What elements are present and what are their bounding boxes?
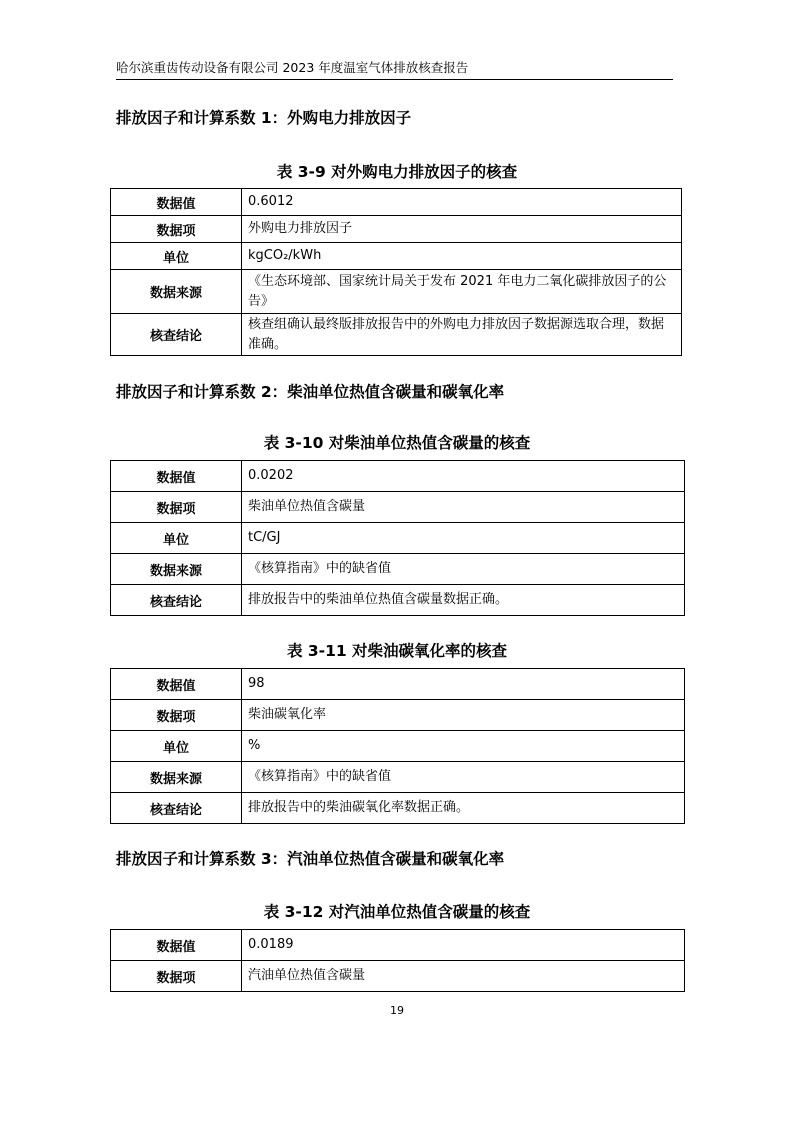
row-value: 排放报告中的柴油单位热值含碳量数据正确。 xyxy=(242,585,685,616)
table-row xyxy=(111,669,685,700)
page-number: 19 xyxy=(390,1004,404,1017)
table-row xyxy=(111,700,685,731)
row-key: 单位 xyxy=(111,523,242,554)
table-caption-3-12: 表 3-12 对汽油单位热值含碳量的核查 xyxy=(263,903,531,921)
row-value: 排放报告中的柴油碳氧化率数据正确。 xyxy=(242,793,685,824)
section-title-1: 排放因子和计算系数 1：外购电力排放因子 xyxy=(116,109,412,127)
row-value: 0.0202 xyxy=(242,461,685,492)
row-value: 0.0189 xyxy=(242,930,685,961)
row-value: 核查组确认最终版排放报告中的外购电力排放因子数据源选取合理，数据准确。 xyxy=(242,314,682,356)
row-value: 汽油单位热值含碳量 xyxy=(242,961,685,992)
table-row xyxy=(111,189,682,216)
table-caption-3-11: 表 3-11 对柴油碳氧化率的核查 xyxy=(286,642,508,660)
row-key: 数据来源 xyxy=(111,270,242,314)
table-row xyxy=(111,314,682,356)
table-row xyxy=(111,554,685,585)
row-key: 数据项 xyxy=(111,961,242,992)
table-row xyxy=(111,461,685,492)
row-value: 《核算指南》中的缺省值 xyxy=(242,762,685,793)
table-caption-3-10: 表 3-10 对柴油单位热值含碳量的核查 xyxy=(263,434,531,452)
row-key: 数据项 xyxy=(111,492,242,523)
row-key: 数据项 xyxy=(111,216,242,243)
table-row xyxy=(111,492,685,523)
row-key: 数据值 xyxy=(111,461,242,492)
table-row xyxy=(111,793,685,824)
row-value: 柴油碳氧化率 xyxy=(242,700,685,731)
row-value: tC/GJ xyxy=(242,523,685,554)
row-key: 数据项 xyxy=(111,700,242,731)
row-key: 数据值 xyxy=(111,189,242,216)
table-3-11 xyxy=(110,668,685,824)
table-row xyxy=(111,961,685,992)
section-title-2: 排放因子和计算系数 2：柴油单位热值含碳量和碳氧化率 xyxy=(116,383,505,401)
row-key: 核查结论 xyxy=(111,793,242,824)
row-value: 《核算指南》中的缺省值 xyxy=(242,554,685,585)
row-value: kgCO₂/kWh xyxy=(242,243,682,270)
row-key: 数据来源 xyxy=(111,554,242,585)
table-row xyxy=(111,930,685,961)
row-key: 核查结论 xyxy=(111,585,242,616)
table-row xyxy=(111,731,685,762)
row-key: 单位 xyxy=(111,731,242,762)
table-row xyxy=(111,585,685,616)
row-key: 单位 xyxy=(111,243,242,270)
table-row xyxy=(111,523,685,554)
row-value: 外购电力排放因子 xyxy=(242,216,682,243)
row-value: 《生态环境部、国家统计局关于发布 2021 年电力二氧化碳排放因子的公告》 xyxy=(242,270,682,314)
row-value: 0.6012 xyxy=(242,189,682,216)
row-value: 98 xyxy=(242,669,685,700)
row-value: 柴油单位热值含碳量 xyxy=(242,492,685,523)
table-caption-3-9: 表 3-9 对外购电力排放因子的核查 xyxy=(276,163,518,181)
table-row xyxy=(111,762,685,793)
row-key: 数据值 xyxy=(111,930,242,961)
table-3-10 xyxy=(110,460,685,616)
row-key: 数据值 xyxy=(111,669,242,700)
table-row xyxy=(111,216,682,243)
section-title-3: 排放因子和计算系数 3：汽油单位热值含碳量和碳氧化率 xyxy=(116,850,505,868)
page-header: 哈尔滨重齿传动设备有限公司 2023 年度温室气体排放核查报告 xyxy=(116,58,673,80)
row-key: 数据来源 xyxy=(111,762,242,793)
table-row xyxy=(111,243,682,270)
table-row xyxy=(111,270,682,314)
table-3-9 xyxy=(110,188,682,356)
table-3-12 xyxy=(110,929,685,992)
row-value: % xyxy=(242,731,685,762)
row-key: 核查结论 xyxy=(111,314,242,356)
